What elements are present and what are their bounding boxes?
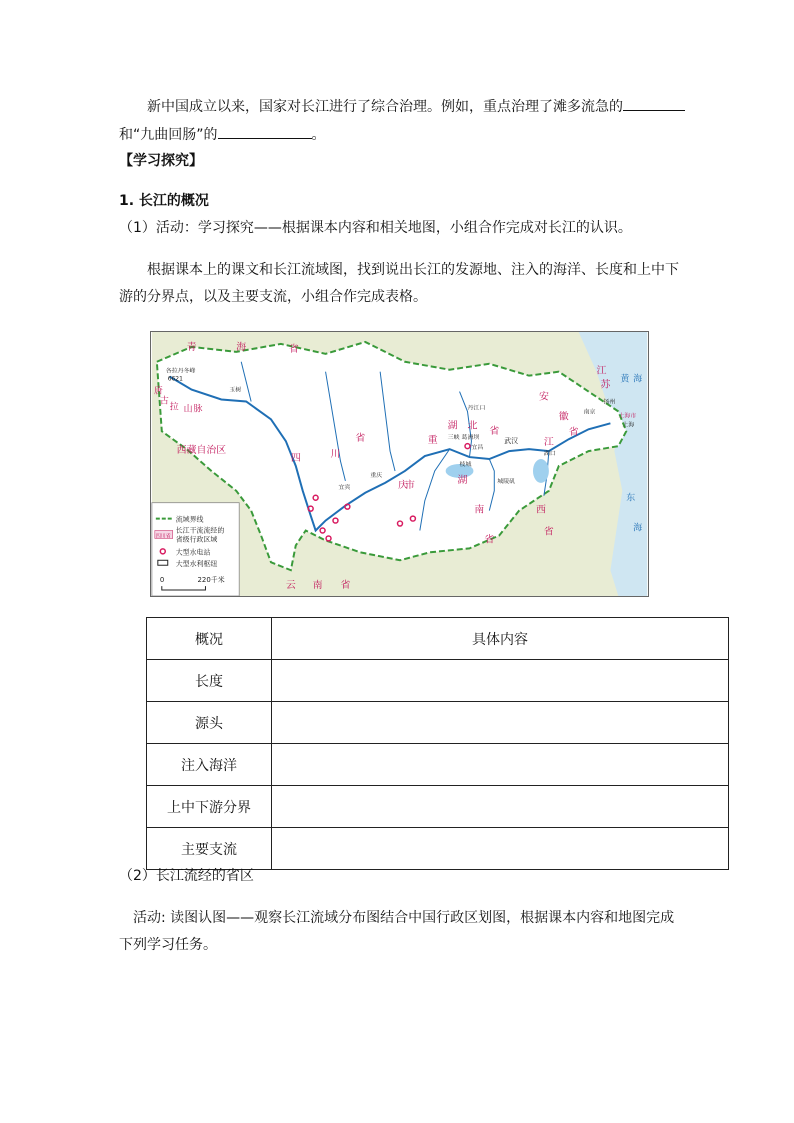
intro-text: 新中国成立以来，国家对长江进行了综合治理。例如，重点治理了滩多流急的 bbox=[147, 99, 623, 115]
row-label-ocean: 注入海洋 bbox=[147, 744, 272, 786]
label-shanghai-city: 上海市 bbox=[618, 412, 637, 420]
intro-period: 。 bbox=[311, 127, 326, 143]
label-chenglingji: 城陵矶 bbox=[497, 477, 516, 485]
subsection-1-title: 1. 长江的概况 bbox=[119, 193, 209, 209]
label-tanggula-3: 拉 bbox=[169, 402, 179, 413]
label-anhui-2: 徽 bbox=[558, 411, 569, 423]
label-yushu: 玉树 bbox=[229, 386, 242, 394]
legend-dam-label: 大型水利枢纽 bbox=[175, 560, 218, 569]
label-danjiangkou: 丹江口 bbox=[467, 404, 486, 412]
row-label-tributaries: 主要支流 bbox=[147, 828, 272, 870]
label-hunan-3: 省 bbox=[484, 534, 495, 546]
label-jiangxi-1: 江 bbox=[543, 437, 554, 449]
answer-blank-1[interactable] bbox=[623, 96, 685, 111]
intro-text-2: 和“九曲回肠”的 bbox=[119, 127, 218, 143]
table-row bbox=[147, 744, 729, 786]
yangtze-basin-map bbox=[150, 331, 649, 597]
label-yellow-sea-1: 黄 bbox=[620, 374, 630, 385]
label-tanggula-5: 脉 bbox=[193, 404, 203, 415]
activity-2-line-1: 活动: 读图认图——观察长江流域分布图结合中国行政区划图，根据课本内容和地图完成 bbox=[133, 910, 675, 926]
header-overview: 概况 bbox=[147, 618, 272, 660]
label-yangzhou: 扬州 bbox=[603, 398, 616, 406]
label-jiangxi-3: 省 bbox=[543, 526, 554, 538]
label-yibin: 宜宾 bbox=[338, 483, 351, 491]
label-chongqing-1: 重 bbox=[427, 435, 438, 447]
answer-cell-source[interactable] bbox=[272, 702, 729, 744]
row-label-divisions: 上中下游分界 bbox=[147, 786, 272, 828]
label-hubei-3: 省 bbox=[489, 426, 500, 438]
table-row bbox=[147, 702, 729, 744]
subsection-2-title: （2）长江流经的省区 bbox=[119, 868, 254, 884]
instruction-line-2: 游的分界点，以及主要支流，小组合作完成表格。 bbox=[119, 289, 427, 305]
legend-province-sample: 四川省 bbox=[155, 533, 171, 540]
label-tanggula-4: 山 bbox=[183, 404, 193, 415]
answer-blank-2[interactable] bbox=[218, 124, 312, 139]
label-chongqing: 重庆 bbox=[370, 471, 383, 479]
table-row bbox=[147, 828, 729, 870]
label-gezhouba: 葛洲坝 bbox=[461, 434, 480, 442]
intro-line-2 bbox=[119, 124, 326, 145]
label-sichuan-1: 四 bbox=[290, 453, 301, 465]
instruction-line-1: 根据课本上的课文和长江流域图，找到说出长江的发源地、注入的海洋、长度和上中下 bbox=[147, 262, 679, 278]
intro-line-1 bbox=[147, 96, 685, 117]
label-shanghai: 上海 bbox=[622, 421, 635, 429]
label-elevation: 6621 bbox=[167, 375, 183, 383]
label-hubei-1: 湖 bbox=[447, 420, 458, 432]
label-hunan-1: 湖 bbox=[457, 474, 468, 486]
label-yichang: 宜昌 bbox=[471, 444, 484, 452]
label-sichuan-2: 川 bbox=[330, 449, 341, 461]
label-qinghai-2: 海 bbox=[236, 341, 247, 353]
section-heading: 【学习探究】 bbox=[119, 153, 203, 169]
label-anhui-3: 省 bbox=[568, 427, 579, 439]
answer-cell-tributaries[interactable] bbox=[272, 828, 729, 870]
label-nanjing: 南京 bbox=[583, 408, 596, 416]
activity-2-line-2: 下列学习任务。 bbox=[119, 937, 217, 953]
poyang-lake bbox=[533, 459, 549, 483]
label-qinghai-3: 省 bbox=[288, 343, 299, 355]
label-anhui-1: 安 bbox=[538, 391, 549, 403]
label-chongqing-3: 市 bbox=[404, 479, 415, 491]
label-zhicheng: 枝城 bbox=[459, 460, 472, 468]
table-row bbox=[147, 786, 729, 828]
table-row bbox=[147, 660, 729, 702]
scale-zero-label: 0 bbox=[159, 576, 165, 585]
label-yunnan-3: 省 bbox=[340, 580, 351, 592]
legend-province-label-1: 长江干流流经的 bbox=[175, 526, 225, 535]
answer-cell-ocean[interactable] bbox=[272, 744, 729, 786]
label-yunnan-2: 南 bbox=[312, 580, 323, 592]
label-sanxia: 三峡 bbox=[447, 434, 460, 442]
label-jiangsu-2: 苏 bbox=[600, 379, 611, 391]
label-yellow-sea-2: 海 bbox=[633, 374, 643, 385]
legend-province-label-2: 省级行政区域 bbox=[175, 535, 218, 544]
legend-boundary-label: 流域界线 bbox=[175, 515, 204, 524]
label-qinghai-1: 青 bbox=[186, 341, 197, 353]
label-wuhan: 武汉 bbox=[504, 437, 519, 446]
label-tanggula-2: 古 bbox=[159, 396, 169, 407]
label-geladandong: 各拉丹冬峰 bbox=[165, 367, 196, 375]
overview-table bbox=[146, 617, 729, 870]
label-jiangsu-1: 江 bbox=[596, 365, 607, 377]
label-jiangxi-2: 西 bbox=[535, 504, 546, 516]
activity-1: （1）活动：学习探究——根据课本内容和相关地图，小组合作完成对长江的认识。 bbox=[119, 220, 632, 236]
label-east-sea-1: 东 bbox=[626, 493, 636, 504]
row-label-source: 源头 bbox=[147, 702, 272, 744]
answer-cell-length[interactable] bbox=[272, 660, 729, 702]
label-tibet: 西藏自治区 bbox=[176, 445, 227, 457]
answer-cell-divisions[interactable] bbox=[272, 786, 729, 828]
header-content: 具体内容 bbox=[272, 618, 729, 660]
label-east-sea-2: 海 bbox=[633, 523, 643, 534]
label-hunan-2: 南 bbox=[474, 504, 485, 516]
map-legend bbox=[152, 503, 239, 596]
label-chongqing-2: 庆 bbox=[398, 479, 408, 491]
table-header-row bbox=[147, 618, 729, 660]
label-hukou: 湖口 bbox=[543, 450, 556, 458]
legend-hydro-label: 大型水电站 bbox=[175, 548, 211, 557]
label-sichuan-3: 省 bbox=[355, 433, 366, 445]
label-yunnan-1: 云 bbox=[285, 580, 296, 592]
scale-distance-label: 220千米 bbox=[197, 576, 225, 585]
label-tanggula-1: 唐 bbox=[153, 386, 163, 397]
label-hubei-2: 北 bbox=[467, 420, 478, 432]
row-label-length: 长度 bbox=[147, 660, 272, 702]
